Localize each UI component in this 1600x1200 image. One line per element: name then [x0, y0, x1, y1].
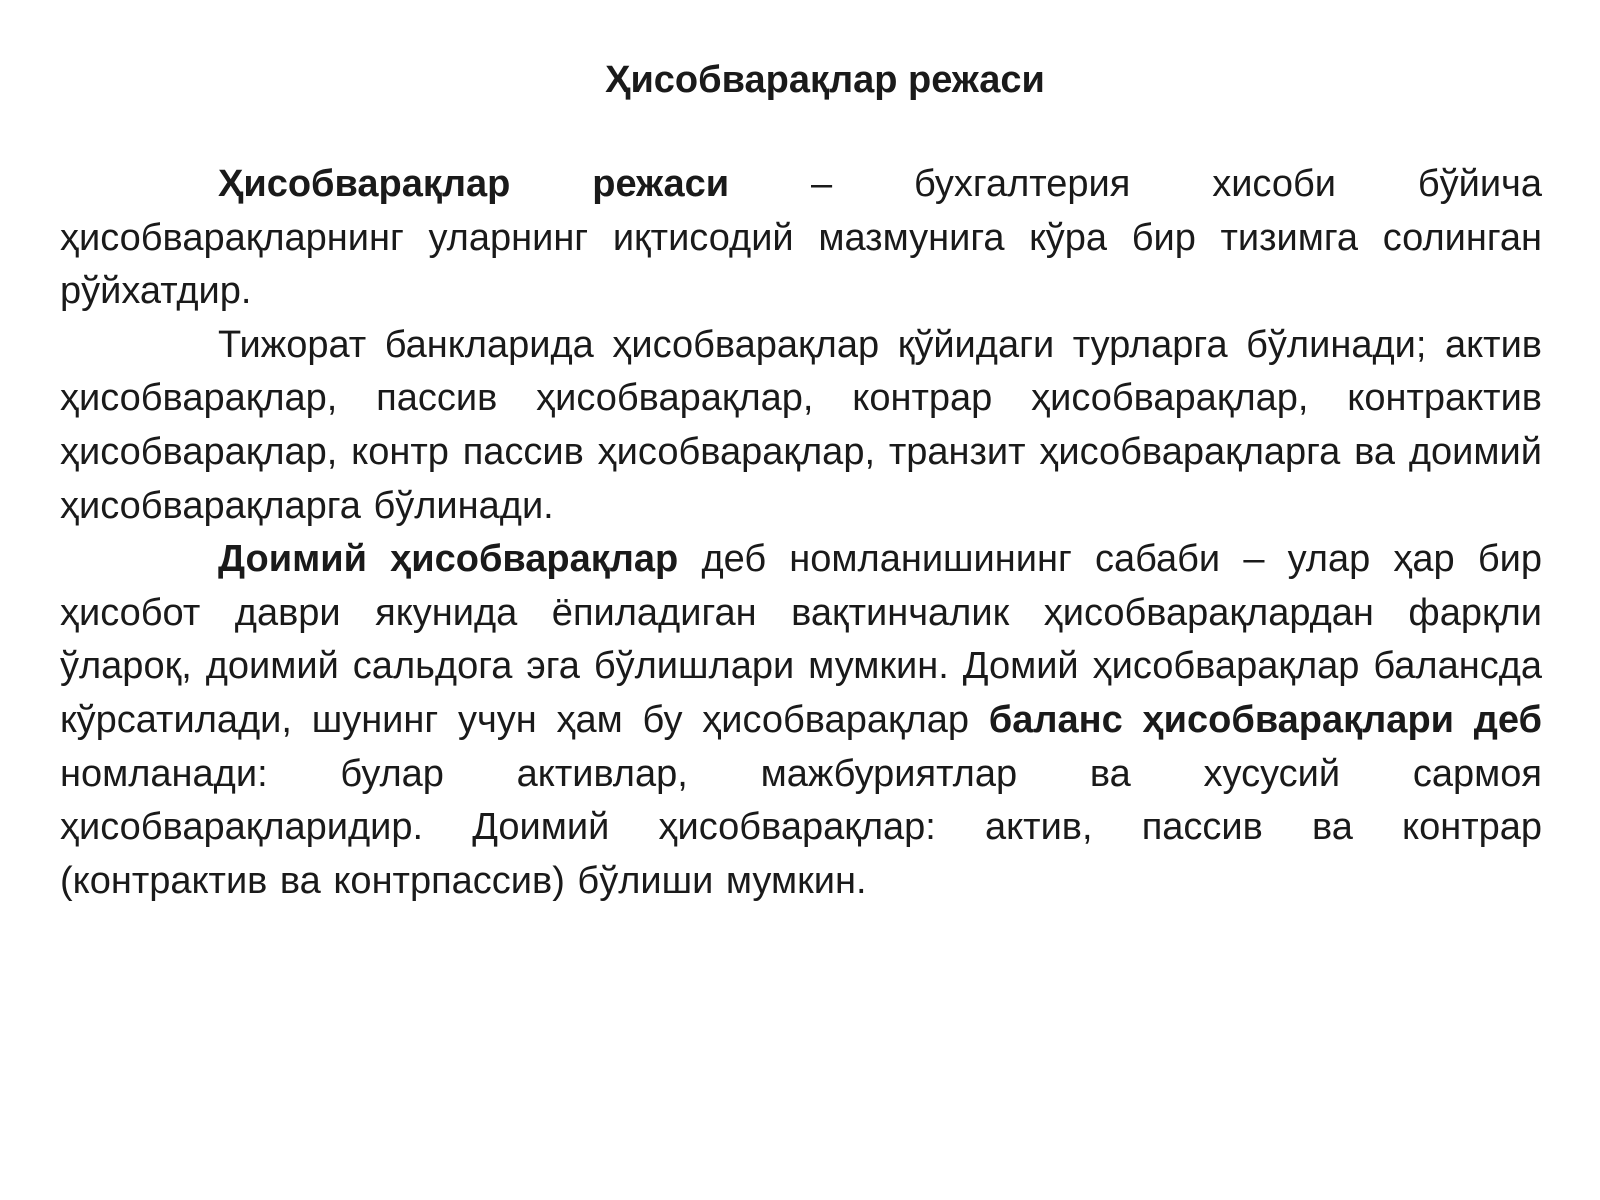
document-body [60, 158, 1542, 908]
paragraph-permanent-accounts-text-2: номланади: булар активлар, мажбуриятлар ва хусусий сармоя ҳисобварақларидир. Доимий ҳисобварақлар: актив, пассив ва контрар (контрактив ва контрпассив) бўлиши мумкин. [60, 752, 1542, 902]
paragraph-account-types-text: Тижорат банкларида ҳисобварақлар қўйидаги турларга бўлинади; актив ҳисобварақлар, пассив ҳисобварақлар, контрар ҳисобварақлар, контрактив ҳисобварақлар, контр пассив ҳисобварақлар, транзит ҳисобварақларга ва доимий ҳисобварақларга бўлинади. [60, 323, 1542, 527]
page-title: Ҳисобварақлар режаси [605, 59, 1045, 101]
paragraph-definition-text: – бухгалтерия хисоби бўйича ҳисобварақларнинг уларнинг иқтисодий мазмунига кўра бир тизимга солинган рўйхатдир. [60, 163, 1542, 313]
paragraph-permanent-accounts [60, 533, 1542, 908]
paragraph-permanent-accounts-bold-term: Доимий ҳисобварақлар [218, 538, 679, 581]
paragraph-permanent-accounts-bold-phrase: баланс ҳисобварақлари деб [988, 698, 1542, 741]
paragraph-definition-bold-term: Ҳисобварақлар режаси [218, 163, 730, 205]
paragraph-account-types [60, 319, 1542, 533]
paragraph-definition [60, 158, 1542, 319]
paragraph-permanent-accounts-text-1: деб номланишининг сабаби – улар ҳар бир ҳисобот даври якунида ёпиладиган вақтинчалик ҳисобварақлардан фарқли ўларoқ, доимий сальдога эга бўлишлари мумкин. Домий ҳисобварақлар балансда кўрсатилади, шунинг учун ҳам бу ҳисобварақлар [60, 538, 1542, 741]
